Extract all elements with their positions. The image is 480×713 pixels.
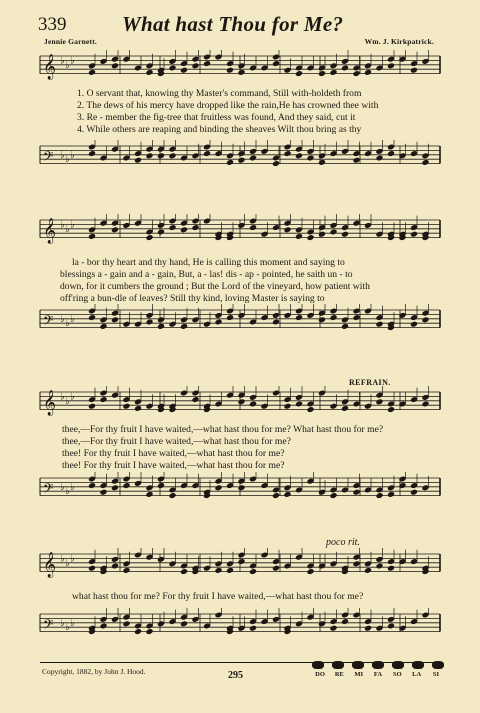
bass-clef-icon: 𝄢 (43, 616, 54, 636)
solfa-note-head (412, 661, 424, 669)
flat-icon: ♭ (60, 553, 65, 565)
lyric-line: thee! For thy fruit I have waited,—what hast thou for me? (62, 448, 285, 459)
solfa-note-head (312, 661, 324, 669)
solfa-labels (312, 671, 444, 678)
flat-icon: ♭ (65, 154, 70, 166)
flat-icon: ♭ (65, 223, 70, 235)
staff-lines (40, 310, 440, 332)
bass-staff-system-1 (0, 140, 480, 182)
lyric-line: blessings a - gain and a - gain, But, a - las! dis - ap - pointed, he saith un - to (60, 269, 353, 280)
flat-icon: ♭ (60, 391, 65, 403)
treble-staff-system-1 (0, 50, 480, 86)
lyric-line: la - bor thy heart and thy hand, He is calling this moment and saying to (72, 257, 345, 268)
hymn-number: 339 (38, 14, 67, 35)
treble-staff-system-4 (0, 548, 480, 588)
solfa-label: RE (334, 671, 344, 678)
staff-lines (40, 614, 440, 636)
composer-credit: Wm. J. Kirkpatrick. (364, 37, 434, 46)
bass-staff-system-3 (0, 472, 480, 516)
flat-icon: ♭ (60, 219, 65, 231)
solfa-note-head (372, 661, 384, 669)
flat-icon: ♭ (65, 59, 70, 71)
solfa-note-head (392, 661, 404, 669)
lyric-line: thee! For thy fruit I have waited,—what hast thou for me? (62, 460, 285, 471)
lyric-line: thee,—For thy fruit I have waited,—what hast thou for me? (62, 436, 291, 447)
bass-staff-system-4 (0, 608, 480, 654)
solfa-note-head (332, 661, 344, 669)
treble-clef-icon: 𝄞 (43, 552, 57, 578)
solfa-note-heads (312, 661, 444, 669)
flat-icon: ♭ (60, 55, 65, 67)
flat-icon: ♭ (65, 557, 70, 569)
lyric-line: 2. The dews of his mercy have dropped like the rain,He has crowned thee with (77, 100, 379, 111)
treble-clef-icon: 𝄞 (43, 218, 57, 244)
page-number: 295 (228, 670, 243, 681)
flat-icon: ♭ (70, 219, 75, 231)
lyric-line: 4. While others are reaping and binding the sheaves Wilt thou bring as thy (77, 124, 362, 135)
lyric-line: off'ring a bun-dle of leaves? Still thy kind, loving Master is saying to (60, 293, 325, 304)
flat-icon: ♭ (70, 481, 75, 493)
flat-icon: ♭ (70, 553, 75, 565)
flat-icon: ♭ (60, 617, 65, 629)
flat-icon: ♭ (70, 391, 75, 403)
flat-icon: ♭ (70, 617, 75, 629)
treble-clef-icon: 𝄞 (43, 390, 57, 416)
lyric-line: thee,—For thy fruit I have waited,—what hast thou for me? What hast thou for me? (62, 424, 384, 435)
flat-icon: ♭ (65, 622, 70, 634)
solfa-label: FA (373, 671, 383, 678)
solfa-note-head (432, 661, 444, 669)
flat-icon: ♭ (65, 486, 70, 498)
copyright-notice: Copyright, 1882, by John J. Hood. (42, 667, 146, 676)
treble-staff-system-3 (0, 386, 480, 426)
lyric-line: 3. Re - member the fig-tree that fruitless was found, And they said, cut it (77, 112, 356, 123)
solfa-label: LA (412, 671, 422, 678)
notes (88, 608, 430, 635)
refrain-marking: REFRAIN. (349, 378, 391, 387)
bass-clef-icon: 𝄢 (43, 312, 54, 332)
notes (88, 140, 430, 167)
staff-lines (40, 218, 440, 244)
notes (88, 386, 430, 413)
treble-staff-system-2 (0, 214, 480, 254)
flat-icon: ♭ (65, 318, 70, 330)
solfa-label: MI (354, 671, 363, 678)
solfa-legend (312, 661, 444, 691)
flat-icon: ♭ (60, 481, 65, 493)
hymn-header (0, 14, 480, 36)
solfa-label: SO (392, 671, 402, 678)
flat-icon: ♭ (60, 149, 65, 161)
solfa-label: DO (315, 671, 325, 678)
hymn-title: What hast Thou for Me? (122, 12, 344, 36)
lyric-line: down, for it cumbers the ground ; But the Lord of the vineyard, how patient with (60, 281, 370, 292)
flat-icon: ♭ (70, 55, 75, 67)
bass-staff-system-2 (0, 304, 480, 348)
bass-clef-icon: 𝄢 (43, 148, 54, 168)
notes (88, 304, 430, 331)
lyric-line: 1. O servant that, knowing thy Master's command, Still with-holdeth from (77, 88, 362, 99)
tempo-marking: poco rit. (326, 537, 360, 548)
author-credit: Jennie Garnett. (44, 37, 97, 46)
treble-clef-icon: 𝄞 (43, 54, 57, 80)
solfa-label: SI (432, 671, 440, 678)
notes (88, 472, 430, 499)
solfa-note-head (352, 661, 364, 669)
notes (88, 50, 430, 77)
flat-icon: ♭ (70, 149, 75, 161)
flat-icon: ♭ (65, 395, 70, 407)
notes (88, 214, 430, 241)
bass-clef-icon: 𝄢 (43, 480, 54, 500)
notes (88, 548, 430, 575)
lyric-line: what hast thou for me? For thy fruit I have waited,—what hast thou for me? (72, 591, 364, 602)
flat-icon: ♭ (60, 313, 65, 325)
flat-icon: ♭ (70, 313, 75, 325)
